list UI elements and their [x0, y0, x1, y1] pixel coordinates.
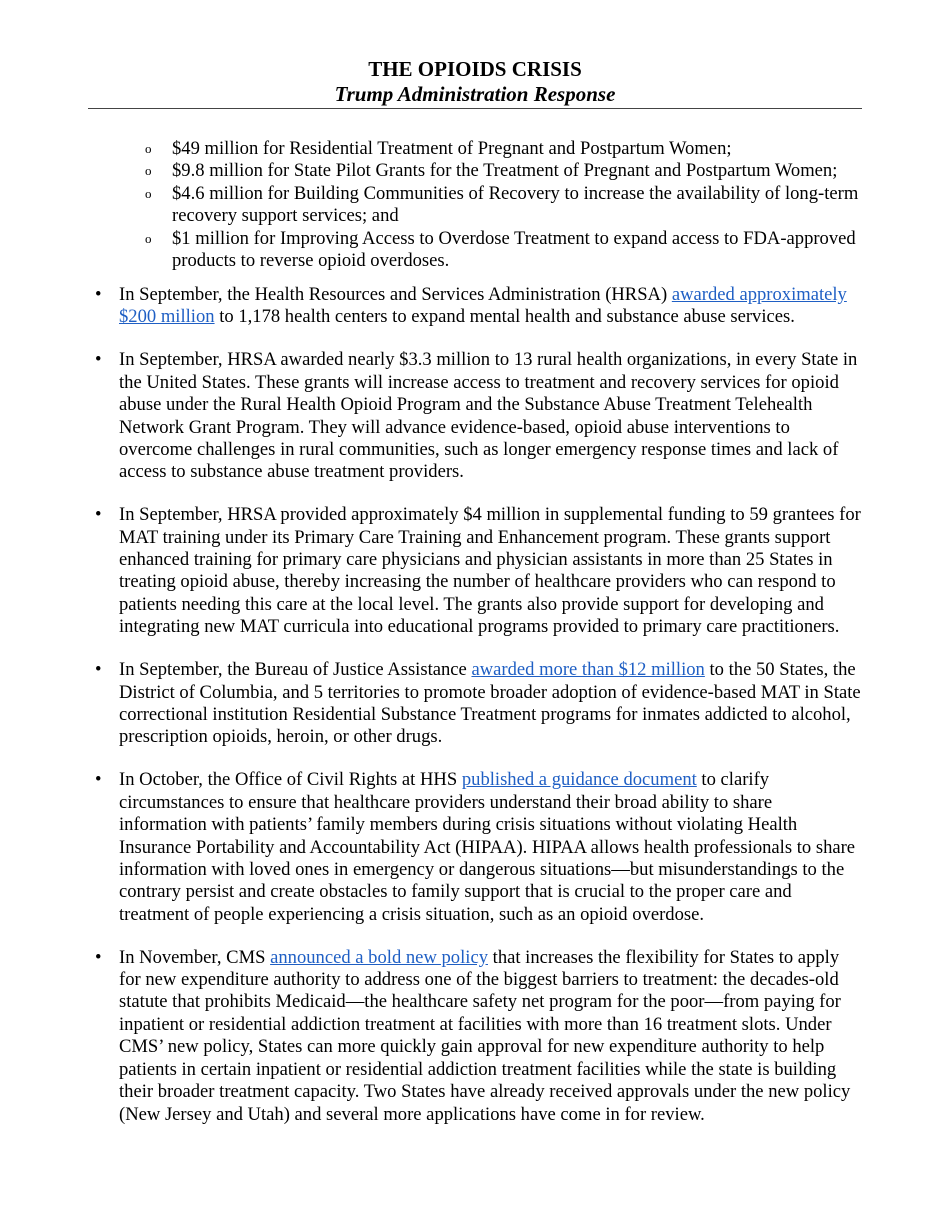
- link-awarded-200-million[interactable]: awarded approximately $200 million: [119, 284, 847, 328]
- bullet-icon: •: [95, 284, 102, 305]
- list-item-hrsa-health-centers: [92, 284, 864, 329]
- bullet-icon: •: [95, 504, 102, 526]
- document-subtitle: Trump Administration Response: [334, 82, 616, 106]
- sub-item-text: $4.6 million for Building Communities of Recovery to increase the availability of long-term recovery support services; and: [172, 182, 859, 227]
- link-guidance-document[interactable]: published a guidance document: [461, 769, 697, 791]
- bullet-icon: •: [95, 769, 102, 791]
- circle-bullet-icon: o: [145, 230, 152, 246]
- bullet-icon: •: [95, 659, 102, 681]
- circle-bullet-icon: o: [145, 141, 152, 156]
- link-awarded-12-million[interactable]: awarded more than $12 million: [471, 659, 705, 681]
- item-text: In September, the Bureau of Justice Assistance: [119, 659, 472, 681]
- link-bold-new-policy[interactable]: announced a bold new policy: [270, 946, 488, 968]
- sub-item-text: $49 million for Residential Treatment of Pregnant and Postpartum Women;: [172, 138, 732, 159]
- item-text: In November, CMS: [119, 946, 271, 968]
- item-text: In October, the Office of Civil Rights at HHS: [119, 769, 462, 791]
- list-item-bja: [92, 659, 864, 749]
- bullet-icon: •: [95, 349, 102, 371]
- list-item-ocr-hipaa: [92, 769, 864, 926]
- list-item-cms-policy: [92, 947, 864, 1126]
- sub-list-item: [145, 160, 865, 182]
- document-title: THE OPIOIDS CRISIS: [368, 57, 582, 81]
- list-item-hrsa-rural: [92, 349, 864, 483]
- actions-list: [92, 284, 864, 1146]
- funding-sub-list: [145, 138, 865, 272]
- list-item-hrsa-mat-training: [92, 504, 864, 638]
- sub-list-item: [145, 138, 865, 160]
- sub-list-item: [145, 228, 865, 273]
- page-header: [88, 56, 862, 109]
- item-text: In September, HRSA provided approximately $4 million in supplemental funding to 59 grantees for MAT training under its Primary Care Training and Enhancement program. These grants support enhanced training for primary care physicians and physician assistants in more than 25 States in treating opioid abuse, thereby increasing the number of healthcare providers who can respond to patients needing this care at the local level. The grants also provide support for developing and integrating new MAT curricula into educational programs provided to primary care practitioners.: [119, 504, 861, 638]
- item-text: In September, the Health Resources and Services Administration (HRSA): [119, 284, 672, 305]
- item-text: to the 50 States, the District of Columbia, and 5 territories to promote broader adoption of evidence-based MAT in State correctional institution Residential Substance Treatment programs for inmates addicted to alcohol, prescription opioids, heroin, or other drugs.: [119, 659, 861, 748]
- item-text: to clarify circumstances to ensure that healthcare providers understand their broad ability to share information with patients’ family members during crisis situations without violating Health Insurance Portability and Accountability Act (HIPAA). HIPAA allows health professionals to share information with loved ones in emergency or dangerous situations—but misunderstandings to the contrary persist and create obstacles to family support that is crucial to the proper care and treatment of people experiencing a crisis situation, such as an opioid overdose.: [119, 769, 856, 925]
- item-text: that increases the flexibility for States to apply for new expenditure authority to address one of the biggest barriers to treatment: the decades-old statute that prohibits Medicaid—the healthcare safety net program for the poor—from paying for inpatient or residential addiction treatment at facilities with more than 16 treatment slots. Under CMS’ new policy, States can more quickly gain approval for new expenditure authority to help patients in certain inpatient or residential addiction treatment facilities while the state is building their broader treatment capacity. Two States have already received approvals under the new policy (New Jersey and Utah) and several more applications have come in for review.: [119, 946, 851, 1125]
- circle-bullet-icon: o: [145, 185, 152, 201]
- item-text: In September, HRSA awarded nearly $3.3 million to 13 rural health organizations, in every State in the United States. These grants will increase access to treatment and recovery services for opioid abuse under the Rural Health Opioid Program and the Substance Abuse Treatment Telehealth Network Grant Program. They will advance evidence-based, opioid abuse interventions to overcome challenges in rural communities, such as longer emergency response times and lack of access to substance abuse treatment providers.: [119, 349, 858, 483]
- sub-item-text: $1 million for Improving Access to Overdose Treatment to expand access to FDA-approved products to reverse opioid overdoses.: [172, 227, 856, 272]
- sub-item-text: $9.8 million for State Pilot Grants for the Treatment of Pregnant and Postpartum Women;: [172, 160, 838, 182]
- circle-bullet-icon: o: [145, 163, 152, 179]
- item-text: to 1,178 health centers to expand mental health and substance abuse services.: [214, 306, 795, 328]
- bullet-icon: •: [95, 946, 102, 968]
- sub-list-item: [145, 183, 865, 228]
